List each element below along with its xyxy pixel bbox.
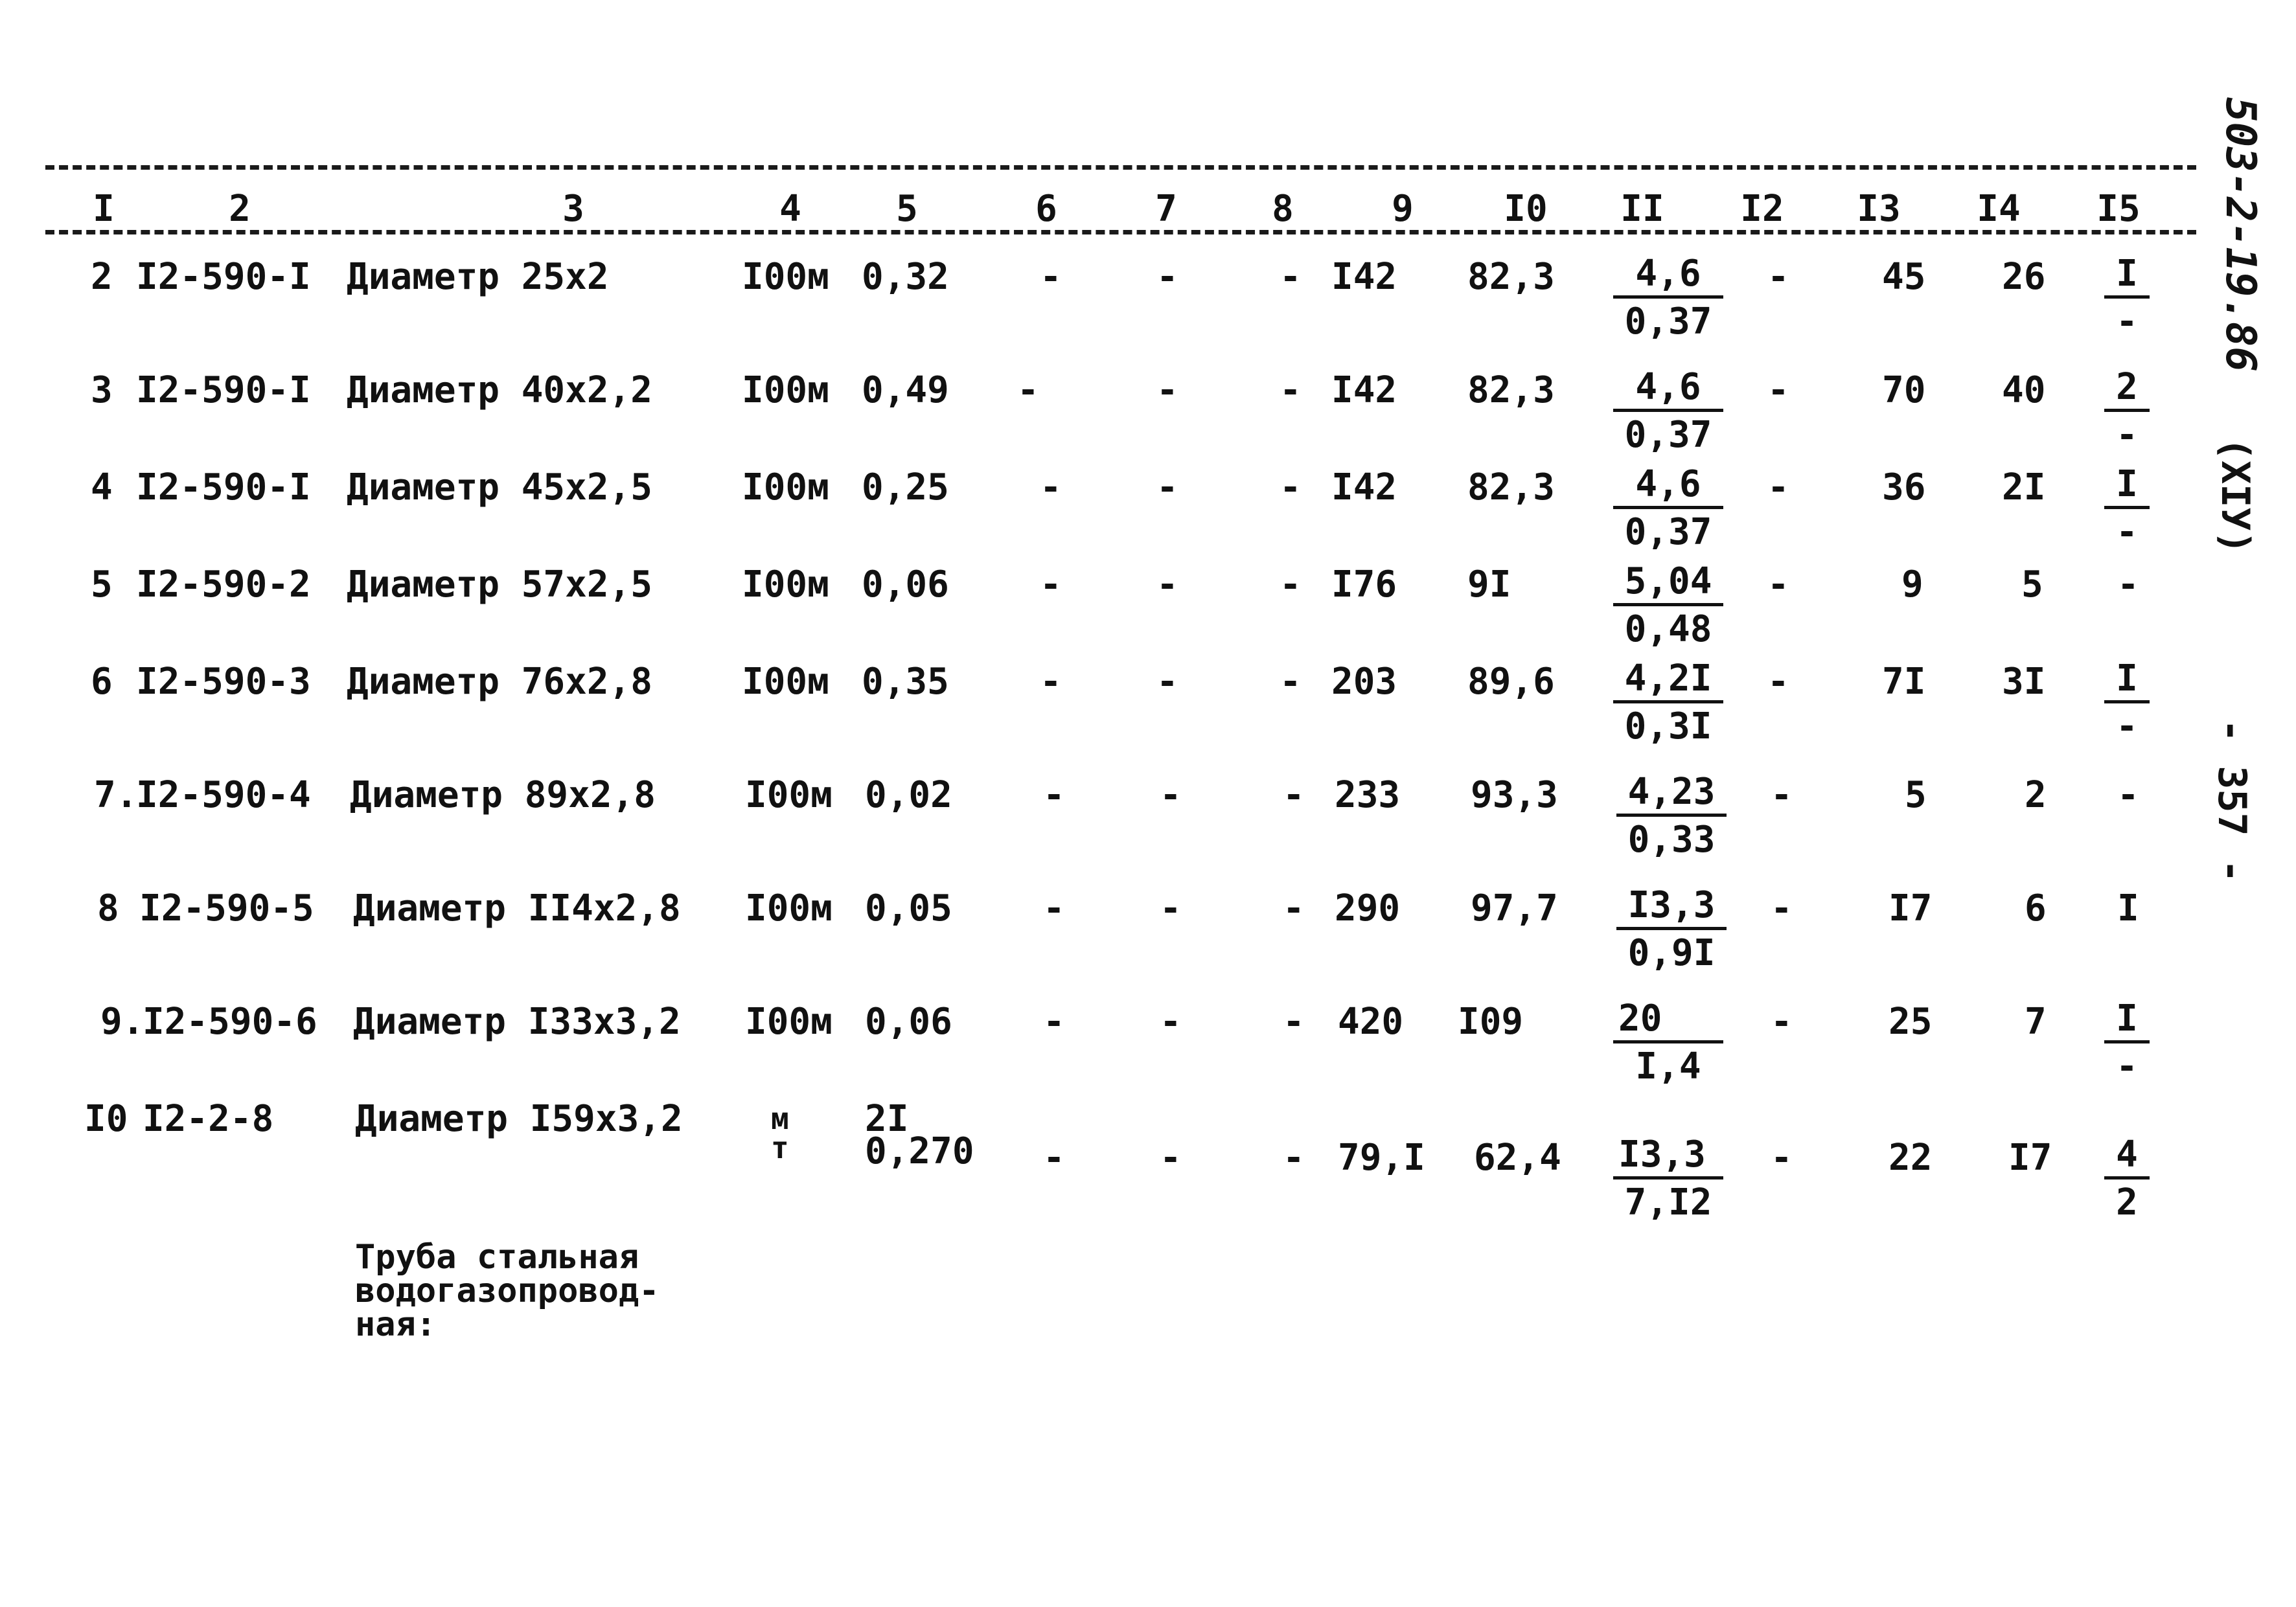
row-col14: 26: [2002, 256, 2046, 298]
row-col13: 9: [1901, 564, 1923, 606]
row-col14: 6: [2025, 887, 2047, 929]
row-unit: I00м: [742, 256, 829, 298]
row-col13: 36: [1882, 466, 1926, 508]
row-col10: 89,6: [1467, 661, 1555, 703]
fraction-denominator: 0,37: [1624, 511, 1712, 553]
row-name: Диаметр I33x3,2: [353, 1001, 681, 1043]
row-col11-fraction: [1613, 997, 1723, 1090]
row-col6: -: [1040, 661, 1062, 703]
row-number: 4: [91, 466, 113, 508]
row-name: Диаметр I59x3,2: [355, 1098, 683, 1140]
col-header-9: 9: [1392, 188, 1414, 230]
row-col10: 97,7: [1471, 887, 1558, 929]
fraction-denominator: 2: [2116, 1181, 2138, 1224]
row-col13: 25: [1888, 1001, 1933, 1043]
fraction-numerator: 4,2I: [1613, 657, 1723, 703]
row-col8: -: [1280, 564, 1302, 606]
row-name: Диаметр 25x2: [347, 256, 609, 298]
row-unit: I00м: [742, 564, 829, 606]
row-col15-fraction: [2104, 657, 2150, 750]
row-col7: -: [1160, 887, 1182, 929]
fraction-numerator: 2: [2104, 366, 2150, 412]
section-label: (XIУ): [2212, 437, 2258, 554]
fraction-numerator: 4,6: [1613, 463, 1723, 509]
row-col12: -: [1767, 564, 1789, 606]
fraction-denominator: 0,48: [1624, 608, 1712, 650]
row-col9: I76: [1331, 564, 1397, 606]
fraction-denominator: 0,37: [1624, 301, 1712, 343]
row-unit: I00м: [742, 466, 829, 508]
fraction-denominator: 0,9I: [1627, 932, 1716, 974]
row-col9: 79,I: [1338, 1137, 1425, 1179]
fraction-denominator: 0,37: [1624, 414, 1712, 456]
row-name: Диаметр 40x2,2: [347, 369, 653, 411]
row-code: I2-590-I: [136, 466, 311, 508]
row-col10: 82,3: [1467, 369, 1555, 411]
fraction-numerator: I: [2104, 657, 2150, 703]
row-col15: -: [2117, 774, 2139, 816]
row-code: I2-590-2: [136, 564, 311, 606]
row-col7: -: [1160, 774, 1182, 816]
row-code: I2-590-6: [143, 1001, 317, 1043]
row-col6: -: [1043, 1137, 1065, 1179]
row-col6: -: [1043, 1001, 1065, 1043]
row-col9: 203: [1331, 661, 1397, 703]
col-header-1: I: [93, 188, 115, 230]
row-number: 8: [97, 887, 119, 929]
row-col7: -: [1156, 661, 1178, 703]
row-col8: -: [1283, 1137, 1305, 1179]
row-col15: I: [2117, 887, 2139, 929]
row-col8: -: [1280, 369, 1302, 411]
row-col8: -: [1280, 661, 1302, 703]
fraction-numerator: I3,3: [1616, 884, 1727, 930]
row-col10: 62,4: [1474, 1137, 1561, 1179]
col-header-14: I4: [1977, 188, 2021, 230]
row-col15: -: [2117, 564, 2139, 606]
row-col8: -: [1283, 887, 1305, 929]
row-col14: 5: [2021, 564, 2043, 606]
col-header-2: 2: [229, 188, 251, 230]
fraction-numerator: 4,23: [1616, 771, 1727, 817]
section-note: Труба стальная водогазопровод-ная:: [355, 1238, 660, 1344]
col-header-4: 4: [779, 188, 801, 230]
row-col15-fraction: [2104, 253, 2150, 345]
row-number: 9.: [100, 1001, 144, 1043]
col-header-11: II: [1620, 188, 1664, 230]
col-header-3: 3: [562, 188, 584, 230]
row-name: Диаметр II4x2,8: [353, 887, 681, 929]
row-col8: -: [1280, 256, 1302, 298]
row-code: I2-590-4: [136, 774, 311, 816]
row-unit: I00м: [742, 661, 829, 703]
row-col8: -: [1280, 466, 1302, 508]
row-code: I2-2-8: [143, 1098, 274, 1140]
row-unit: I00м: [745, 887, 832, 929]
col-header-15: I5: [2096, 188, 2141, 230]
row-col9: I42: [1331, 466, 1397, 508]
row-col14: 40: [2002, 369, 2046, 411]
row-code: I2-590-I: [136, 256, 311, 298]
row-col5: 0,06: [862, 564, 949, 606]
row-col12: -: [1771, 1137, 1793, 1179]
row-col5: 0,05: [865, 887, 952, 929]
row-col12: -: [1767, 369, 1789, 411]
row-col13: 5: [1905, 774, 1927, 816]
fraction-numerator: 4: [2104, 1134, 2150, 1180]
row-col11-fraction: [1613, 463, 1723, 556]
row-col12: -: [1767, 661, 1789, 703]
row-col9: I42: [1331, 256, 1397, 298]
row-col10: 82,3: [1467, 466, 1555, 508]
row-col5-secondary: 0,270: [865, 1130, 974, 1172]
row-col13: I7: [1888, 887, 1933, 929]
row-col7: -: [1160, 1001, 1182, 1043]
row-col5: 2I: [865, 1098, 909, 1140]
fraction-numerator: 4,6: [1613, 253, 1723, 299]
fraction-denominator: -: [2116, 1045, 2138, 1088]
row-col14: 7: [2025, 1001, 2047, 1043]
fraction-denominator: 0,33: [1627, 819, 1716, 861]
row-col6: -: [1040, 564, 1062, 606]
fraction-numerator: 20: [1613, 997, 1723, 1043]
fraction-denominator: 0,3I: [1624, 705, 1712, 747]
fraction-numerator: I: [2104, 463, 2150, 509]
row-col11-fraction: [1616, 884, 1727, 977]
col-header-5: 5: [896, 188, 918, 230]
row-col5: 0,02: [865, 774, 952, 816]
row-number: 7.: [94, 774, 138, 816]
row-col6: -: [1040, 466, 1062, 508]
row-col6: -: [1017, 369, 1039, 411]
row-col7: -: [1160, 1137, 1182, 1179]
row-unit: I00м: [742, 369, 829, 411]
row-col10: 93,3: [1471, 774, 1558, 816]
row-col13: 7I: [1882, 661, 1926, 703]
row-col12: -: [1771, 887, 1793, 929]
row-col6: -: [1043, 774, 1065, 816]
row-name: Диаметр 57x2,5: [347, 564, 653, 606]
row-number: 6: [91, 661, 113, 703]
row-col13: 22: [1888, 1137, 1933, 1179]
fraction-numerator: I: [2104, 253, 2150, 299]
header-dashed-rule: [45, 230, 2196, 234]
row-col11-fraction: [1613, 253, 1723, 345]
row-number: 2: [91, 256, 113, 298]
row-col12: -: [1771, 774, 1793, 816]
row-col10: I09: [1458, 1001, 1524, 1043]
row-col10: 9I: [1467, 564, 1511, 606]
row-col13: 45: [1882, 256, 1926, 298]
row-col5: 0,25: [862, 466, 949, 508]
row-col7: -: [1156, 256, 1178, 298]
col-header-6: 6: [1035, 188, 1057, 230]
row-number: I0: [84, 1098, 128, 1140]
row-unit: I00м: [745, 1001, 832, 1043]
row-code: I2-590-I: [136, 369, 311, 411]
row-unit-secondary: т: [771, 1130, 789, 1165]
row-col9: 233: [1335, 774, 1401, 816]
row-col14: I7: [2008, 1137, 2052, 1179]
fraction-denominator: I,4: [1635, 1045, 1701, 1088]
page-number: - 357 -: [2209, 719, 2255, 883]
top-dashed-rule: [45, 165, 2196, 170]
row-col9: I42: [1331, 369, 1397, 411]
row-col12: -: [1767, 466, 1789, 508]
row-col8: -: [1283, 774, 1305, 816]
row-code: I2-590-3: [136, 661, 311, 703]
row-name: Диаметр 76x2,8: [347, 661, 653, 703]
row-col15-fraction: [2104, 463, 2150, 556]
col-header-7: 7: [1155, 188, 1177, 230]
row-col15-fraction: [2104, 366, 2150, 459]
row-number: 5: [91, 564, 113, 606]
fraction-numerator: 4,6: [1613, 366, 1723, 412]
fraction-denominator: -: [2116, 511, 2138, 553]
row-col11-fraction: [1616, 771, 1727, 863]
row-col14: 3I: [2002, 661, 2046, 703]
row-col12: -: [1771, 1001, 1793, 1043]
row-col9: 290: [1335, 887, 1401, 929]
row-col14: 2I: [2002, 466, 2046, 508]
row-col15-fraction: [2104, 1134, 2150, 1226]
row-col11-fraction: [1613, 560, 1723, 653]
row-col5: 0,32: [862, 256, 949, 298]
fraction-numerator: 5,04: [1613, 560, 1723, 606]
row-col11-fraction: [1613, 1134, 1723, 1226]
row-col5: 0,49: [862, 369, 949, 411]
fraction-numerator: I3,3: [1613, 1134, 1723, 1180]
col-header-13: I3: [1857, 188, 1901, 230]
row-col12: -: [1767, 256, 1789, 298]
row-col9: 420: [1338, 1001, 1404, 1043]
row-name: Диаметр 89x2,8: [350, 774, 656, 816]
row-col10: 82,3: [1467, 256, 1555, 298]
row-col8: -: [1283, 1001, 1305, 1043]
fraction-denominator: -: [2116, 301, 2138, 343]
fraction-denominator: -: [2116, 705, 2138, 747]
row-col7: -: [1156, 564, 1178, 606]
col-header-10: I0: [1504, 188, 1548, 230]
document-code: 503-2-19.86: [2216, 97, 2264, 372]
fraction-numerator: I: [2104, 997, 2150, 1043]
row-col6: -: [1040, 256, 1062, 298]
row-name: Диаметр 45x2,5: [347, 466, 653, 508]
row-col6: -: [1043, 887, 1065, 929]
col-header-8: 8: [1272, 188, 1294, 230]
row-unit: м: [771, 1101, 789, 1136]
row-col11-fraction: [1613, 366, 1723, 459]
row-col15-fraction: [2104, 997, 2150, 1090]
row-col7: -: [1156, 369, 1178, 411]
col-header-12: I2: [1740, 188, 1784, 230]
row-col5: 0,35: [862, 661, 949, 703]
row-unit: I00м: [745, 774, 832, 816]
fraction-denominator: 7,I2: [1624, 1181, 1712, 1224]
row-number: 3: [91, 369, 113, 411]
row-col14: 2: [2025, 774, 2047, 816]
row-code: I2-590-5: [139, 887, 314, 929]
row-col11-fraction: [1613, 657, 1723, 750]
row-col13: 70: [1882, 369, 1926, 411]
fraction-denominator: -: [2116, 414, 2138, 456]
row-col5: 0,06: [865, 1001, 952, 1043]
row-col7: -: [1156, 466, 1178, 508]
